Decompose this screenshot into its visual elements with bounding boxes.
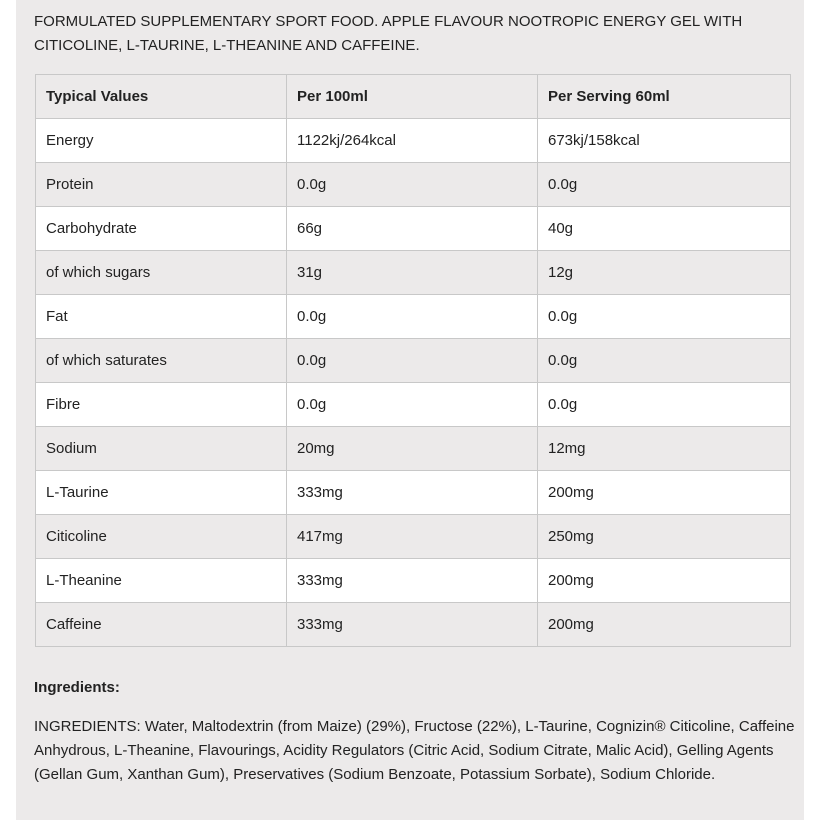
table-row (36, 339, 791, 383)
table-row (36, 383, 791, 427)
per-100ml-value: 1122kj/264kcal (287, 119, 538, 163)
table-row (36, 559, 791, 603)
table-row (36, 251, 791, 295)
column-header-per-100ml: Per 100ml (287, 75, 538, 119)
per-100ml-value: 66g (287, 207, 538, 251)
column-header-typical-values: Typical Values (36, 75, 287, 119)
table-row (36, 207, 791, 251)
nutrient-name: Fat (36, 295, 287, 339)
per-100ml-value: 417mg (287, 515, 538, 559)
per-100ml-value: 333mg (287, 559, 538, 603)
per-100ml-value: 0.0g (287, 295, 538, 339)
table-row (36, 515, 791, 559)
per-100ml-value: 0.0g (287, 383, 538, 427)
table-row (36, 163, 791, 207)
per-serving-value: 0.0g (538, 339, 791, 383)
per-100ml-value: 20mg (287, 427, 538, 471)
per-serving-value: 12mg (538, 427, 791, 471)
product-info-panel (16, 0, 804, 820)
per-serving-value: 0.0g (538, 163, 791, 207)
nutrient-name: L-Theanine (36, 559, 287, 603)
per-serving-value: 40g (538, 207, 791, 251)
table-row (36, 427, 791, 471)
per-serving-value: 200mg (538, 603, 791, 647)
per-serving-value: 0.0g (538, 295, 791, 339)
ingredients-heading: Ingredients: (34, 679, 120, 696)
per-100ml-value: 333mg (287, 471, 538, 515)
per-serving-value: 200mg (538, 559, 791, 603)
table-header-row (36, 75, 791, 119)
table-row (36, 471, 791, 515)
nutrient-name: Caffeine (36, 603, 287, 647)
per-serving-value: 200mg (538, 471, 791, 515)
per-serving-value: 12g (538, 251, 791, 295)
nutrient-name: of which sugars (36, 251, 287, 295)
nutrient-name: Carbohydrate (36, 207, 287, 251)
per-serving-value: 250mg (538, 515, 791, 559)
per-100ml-value: 31g (287, 251, 538, 295)
table-row (36, 603, 791, 647)
per-100ml-value: 333mg (287, 603, 538, 647)
nutrient-name: Energy (36, 119, 287, 163)
per-serving-value: 673kj/158kcal (538, 119, 791, 163)
per-serving-value: 0.0g (538, 383, 791, 427)
nutrient-name: Sodium (36, 427, 287, 471)
ingredients-text: INGREDIENTS: Water, Maltodextrin (from Maize) (29%), Fructose (22%), L-Taurine, Cognizin® Citicoline, Caffeine Anhydrous, L-Theanine, Flavourings, Acidity Regulators (Citric Acid, Sodium Citrate, Malic Acid), Gelling Agents (Gellan Gum, Xanthan Gum), Preservatives (Sodium Benzoate, Potassium Sorbate), Sodium Chloride. (34, 718, 795, 783)
nutrient-name: L-Taurine (36, 471, 287, 515)
per-100ml-value: 0.0g (287, 163, 538, 207)
product-description: FORMULATED SUPPLEMENTARY SPORT FOOD. APPLE FLAVOUR NOOTROPIC ENERGY GEL WITH CITICOLINE, L-TAURINE, L-THEANINE AND CAFFEINE. (34, 13, 743, 54)
per-100ml-value: 0.0g (287, 339, 538, 383)
nutrient-name: Protein (36, 163, 287, 207)
nutrition-table (35, 74, 791, 647)
table-row (36, 119, 791, 163)
column-header-per-serving: Per Serving 60ml (538, 75, 791, 119)
nutrient-name: Citicoline (36, 515, 287, 559)
nutrient-name: Fibre (36, 383, 287, 427)
nutrient-name: of which saturates (36, 339, 287, 383)
table-row (36, 295, 791, 339)
